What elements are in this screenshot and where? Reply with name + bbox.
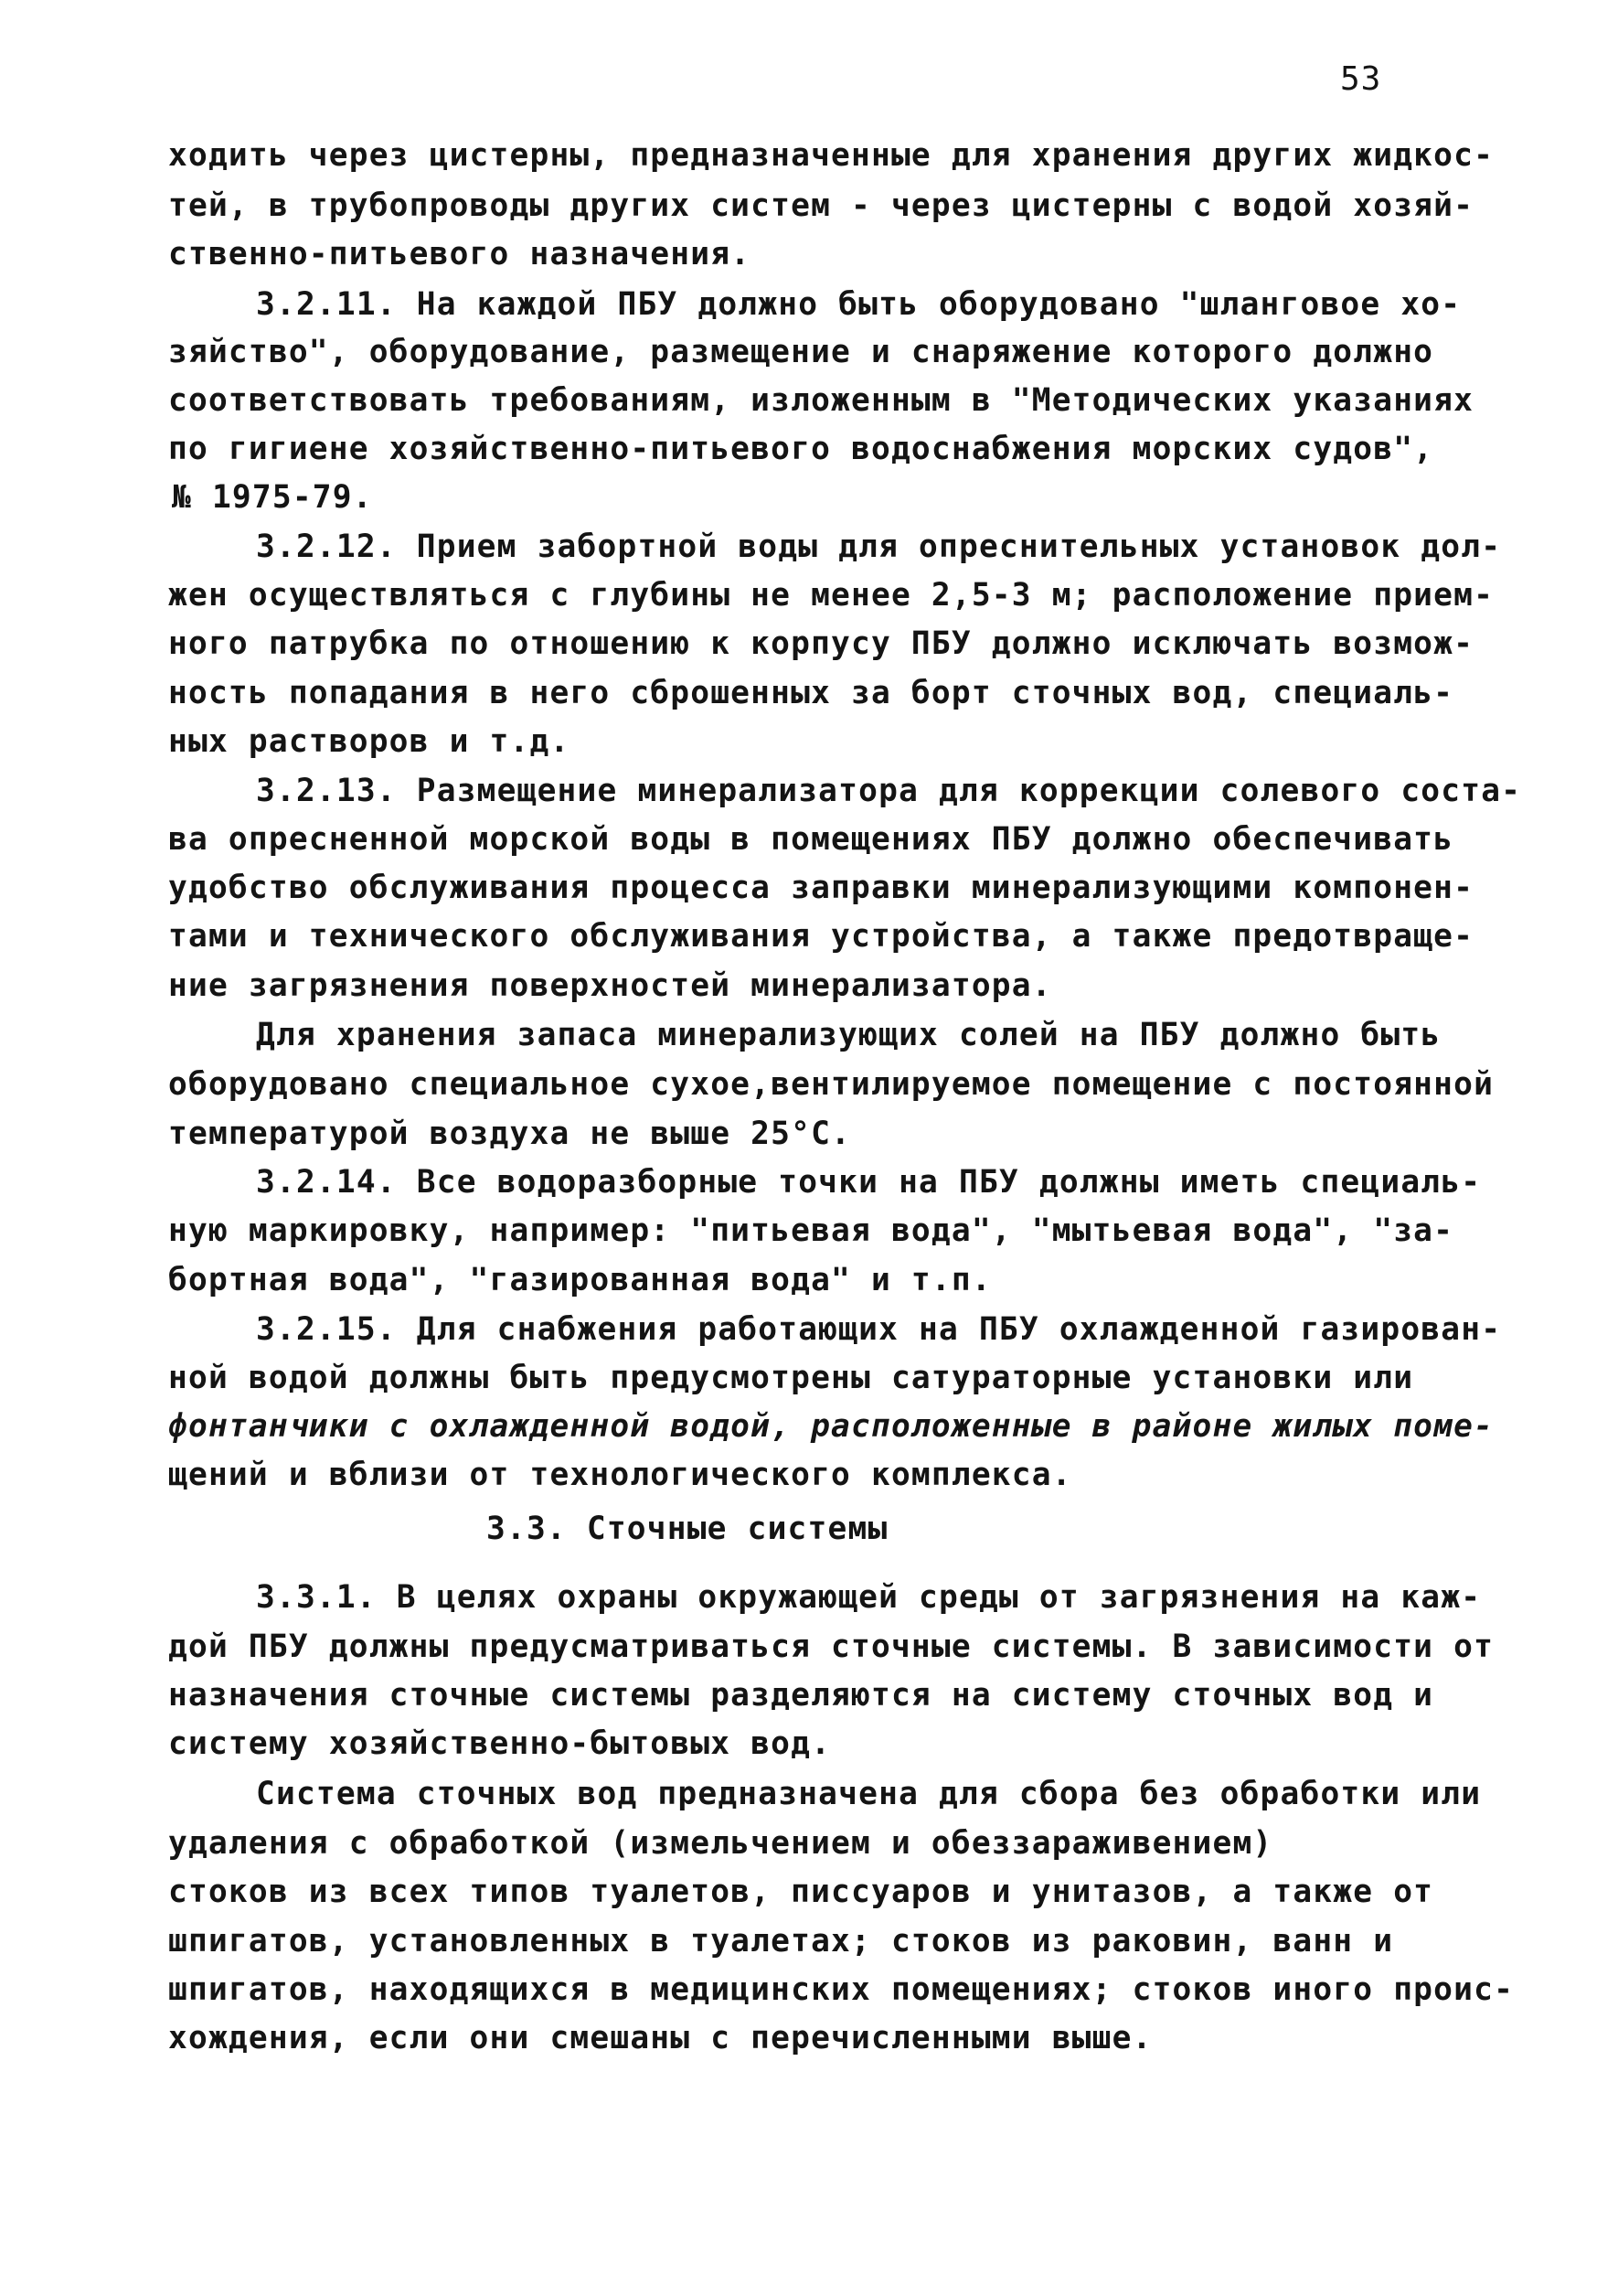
text-line: 3.2.14. Все водоразборные точки на ПБУ должны иметь специаль- bbox=[256, 1164, 1482, 1201]
text-line: шпигатов, находящихся в медицинских помещениях; стоков иного проис- bbox=[168, 1971, 1515, 2008]
text-line: по гигиене хозяйственно-питьевого водоснабжения морских судов", bbox=[168, 431, 1434, 467]
page-number: 53 bbox=[1340, 60, 1382, 98]
text-line: систему хозяйственно-бытовых вод. bbox=[168, 1725, 832, 1762]
text-line: температурой воздуха не выше 25°С. bbox=[168, 1116, 852, 1152]
text-line: 3.2.12. Прием забортной воды для опреснительных установок дол- bbox=[256, 529, 1502, 565]
text-line: шпигатов, установленных в туалетах; стоков из раковин, ванн и bbox=[168, 1923, 1394, 1960]
text-line: щений и вблизи от технологического комплекса. bbox=[168, 1457, 1072, 1493]
text-line: ного патрубка по отношению к корпусу ПБУ должно исключать возмож- bbox=[168, 625, 1474, 662]
text-line: жен осуществляться с глубины не менее 2,5-3 м; расположение прием- bbox=[168, 577, 1495, 614]
text-line: дой ПБУ должны предусматриваться сточные системы. В зависимости от bbox=[168, 1629, 1495, 1665]
text-line: фонтанчики с охлажденной водой, расположенные в районе жилых поме- bbox=[168, 1408, 1495, 1445]
text-line: ную маркировку, например: "питьевая вода", "мытьевая вода", "за- bbox=[168, 1212, 1454, 1249]
text-line: ственно-питьевого назначения. bbox=[168, 236, 751, 272]
text-line: 3.2.11. На каждой ПБУ должно быть оборудовано "шланговое хо- bbox=[256, 286, 1462, 323]
text-line: ходить через цистерны, предназначенные для хранения других жидкос- bbox=[168, 137, 1495, 174]
text-line: назначения сточные системы разделяются на систему сточных вод и bbox=[168, 1677, 1434, 1714]
text-line: 3.2.15. Для снабжения работающих на ПБУ охлажденной газирован- bbox=[256, 1311, 1502, 1348]
text-line: ва опресненной морской воды в помещениях ПБУ должно обеспечивать bbox=[168, 821, 1454, 858]
text-line: Для хранения запаса минерализующих солей на ПБУ должно быть bbox=[256, 1017, 1442, 1053]
text-line: тами и технического обслуживания устройства, а также предотвраще- bbox=[168, 918, 1474, 955]
text-line: 3.2.13. Размещение минерализатора для коррекции солевого соста- bbox=[256, 773, 1522, 809]
text-line: № 1975-79. bbox=[172, 479, 373, 516]
text-line: ние загрязнения поверхностей минерализатора. bbox=[168, 967, 1052, 1004]
text-line: удаления с обработкой (измельчением и обеззараживением) bbox=[168, 1825, 1273, 1862]
text-line: ной водой должны быть предусмотрены сатураторные установки или bbox=[168, 1360, 1414, 1396]
text-line: тей, в трубопроводы других систем - через цистерны с водой хозяй- bbox=[168, 187, 1474, 224]
text-line: удобство обслуживания процесса заправки минерализующими компонен- bbox=[168, 870, 1474, 906]
text-line: 3.3.1. В целях охраны окружающей среды от загрязнения на каж- bbox=[256, 1579, 1482, 1616]
text-line: зяйство", оборудование, размещение и снаряжение которого должно bbox=[168, 334, 1434, 370]
text-line: стоков из всех типов туалетов, писсуаров и унитазов, а также от bbox=[168, 1874, 1434, 1910]
text-line: ность попадания в него сброшенных за борт сточных вод, специаль- bbox=[168, 675, 1454, 711]
text-line: оборудовано специальное сухое,вентилируемое помещение с постоянной bbox=[168, 1066, 1495, 1103]
text-line: бортная вода", "газированная вода" и т.п. bbox=[168, 1262, 992, 1298]
text-line: ных растворов и т.д. bbox=[168, 723, 570, 760]
section-heading: 3.3. Сточные системы bbox=[486, 1511, 889, 1547]
text-line: Система сточных вод предназначена для сбора без обработки или bbox=[256, 1776, 1482, 1812]
text-line: соответствовать требованиям, изложенным в "Методических указаниях bbox=[168, 382, 1474, 419]
text-line: хождения, если они смешаны с перечисленными выше. bbox=[168, 2020, 1153, 2056]
